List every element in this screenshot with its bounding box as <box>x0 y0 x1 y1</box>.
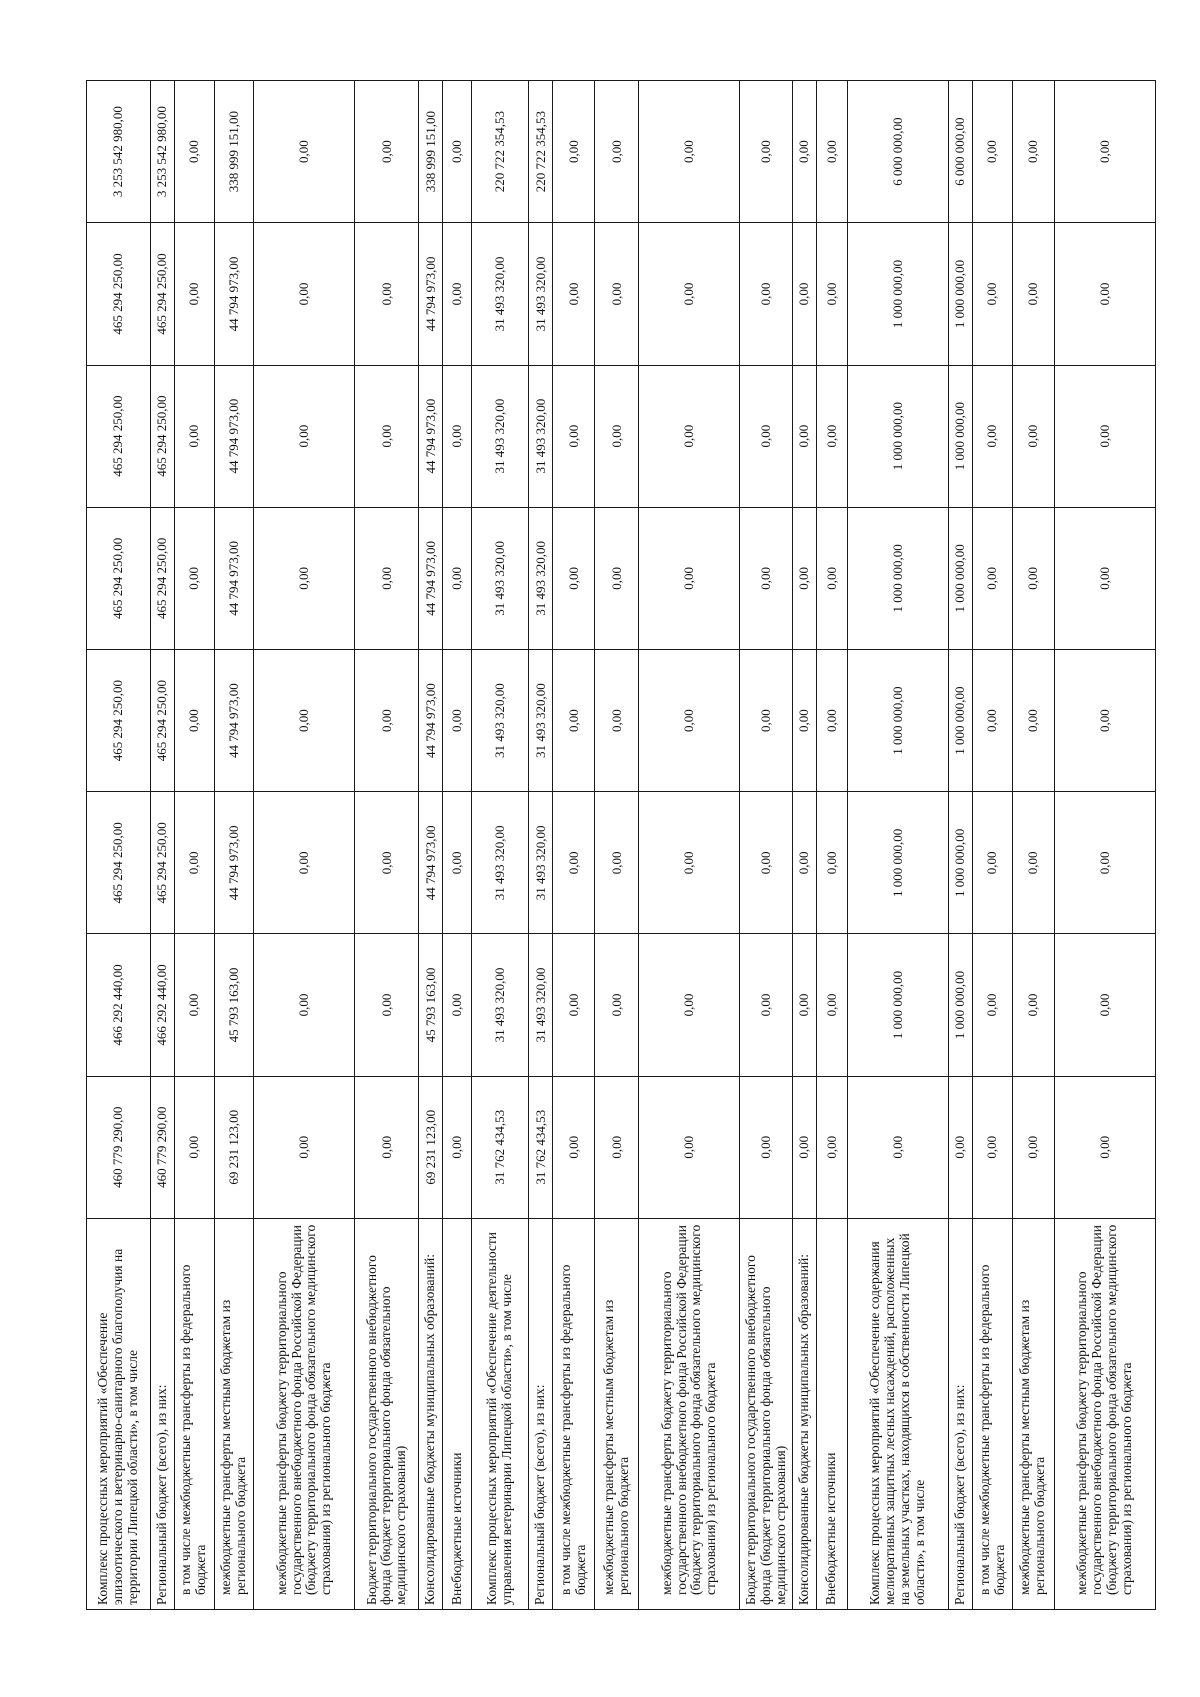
value-cell: 0,00 <box>816 365 847 507</box>
value-cell: 220 722 354,53 <box>529 81 553 223</box>
table-row <box>792 81 816 1610</box>
value-cell: 0,00 <box>792 650 816 792</box>
value-cell: 0,00 <box>553 934 595 1076</box>
value-cell: 0,00 <box>355 365 419 507</box>
row-label: Комплекс процессных мероприятий «Обеспечение содержания мелиоративных защитных лесных насаждений, расположенных на земельных участках, находящихся в собственности Липецкой области», в том числе <box>847 1218 948 1609</box>
value-cell: 3 253 542 980,00 <box>150 81 174 223</box>
table-row <box>150 81 174 1610</box>
rotated-page <box>86 80 1156 1610</box>
value-cell: 0,00 <box>443 650 472 792</box>
value-cell: 466 292 440,00 <box>150 934 174 1076</box>
value-cell: 0,00 <box>816 223 847 365</box>
value-cell: 1 000 000,00 <box>949 792 973 934</box>
value-cell: 0,00 <box>595 792 639 934</box>
value-cell: 0,00 <box>595 81 639 223</box>
row-label: Консолидированные бюджеты муниципальных образований: <box>792 1218 816 1609</box>
value-cell: 0,00 <box>740 223 792 365</box>
value-cell: 466 292 440,00 <box>87 934 151 1076</box>
row-label: в том числе межбюджетные трансферты из федерального бюджета <box>973 1218 1013 1609</box>
value-cell: 0,00 <box>639 507 740 649</box>
table-row <box>443 81 472 1610</box>
value-cell: 0,00 <box>1012 1076 1054 1218</box>
value-cell: 0,00 <box>847 1076 948 1218</box>
row-label: Консолидированные бюджеты муниципальных образований: <box>419 1218 443 1609</box>
value-cell: 338 999 151,00 <box>419 81 443 223</box>
table-row <box>595 81 639 1610</box>
row-label: Бюджет территориального государственного внебюджетного фонда (бюджет территориального фонда обязательного медицинского страхования) <box>355 1218 419 1609</box>
value-cell: 465 294 250,00 <box>150 792 174 934</box>
value-cell: 3 253 542 980,00 <box>87 81 151 223</box>
value-cell: 465 294 250,00 <box>87 223 151 365</box>
value-cell: 44 794 973,00 <box>214 792 254 934</box>
value-cell: 0,00 <box>553 223 595 365</box>
value-cell: 0,00 <box>175 81 215 223</box>
value-cell: 0,00 <box>740 365 792 507</box>
table-row <box>847 81 948 1610</box>
table-row <box>175 81 215 1610</box>
value-cell: 45 793 163,00 <box>419 934 443 1076</box>
value-cell: 0,00 <box>553 650 595 792</box>
value-cell: 0,00 <box>740 934 792 1076</box>
value-cell: 0,00 <box>740 1076 792 1218</box>
value-cell: 0,00 <box>973 365 1013 507</box>
value-cell: 1 000 000,00 <box>949 934 973 1076</box>
row-label: межбюджетные трансферты бюджету территориального государственного внебюджетного фонда Российской Федерации (бюджету территориального фонда обязательного медицинского страхования) из регионального бюджета <box>254 1218 355 1609</box>
value-cell: 0,00 <box>740 507 792 649</box>
value-cell: 31 493 320,00 <box>529 934 553 1076</box>
value-cell: 0,00 <box>1012 650 1054 792</box>
row-label: в том числе межбюджетные трансферты из федерального бюджета <box>553 1218 595 1609</box>
value-cell: 0,00 <box>1054 365 1155 507</box>
row-label: Региональный бюджет (всего), из них: <box>529 1218 553 1609</box>
value-cell: 0,00 <box>443 1076 472 1218</box>
table-row <box>419 81 443 1610</box>
value-cell: 0,00 <box>355 223 419 365</box>
value-cell: 44 794 973,00 <box>419 507 443 649</box>
row-label: Комплекс процессных мероприятий «Обеспечение деятельности управления ветеринарии Липецкой области», в том числе <box>472 1218 529 1609</box>
value-cell: 0,00 <box>355 1076 419 1218</box>
value-cell: 0,00 <box>639 81 740 223</box>
value-cell: 0,00 <box>1054 223 1155 365</box>
value-cell: 0,00 <box>792 223 816 365</box>
value-cell: 0,00 <box>792 81 816 223</box>
value-cell: 0,00 <box>973 81 1013 223</box>
table-row <box>529 81 553 1610</box>
value-cell: 0,00 <box>792 934 816 1076</box>
value-cell: 0,00 <box>816 1076 847 1218</box>
value-cell: 0,00 <box>443 507 472 649</box>
row-label: в том числе межбюджетные трансферты из федерального бюджета <box>175 1218 215 1609</box>
value-cell: 0,00 <box>816 934 847 1076</box>
value-cell: 0,00 <box>973 223 1013 365</box>
row-label: межбюджетные трансферты бюджету территориального государственного внебюджетного фонда Российской Федерации (бюджету территориального фонда обязательного медицинского страхования) из регионального бюджета <box>1054 1218 1155 1609</box>
value-cell: 0,00 <box>639 934 740 1076</box>
table-row <box>214 81 254 1610</box>
table-row <box>472 81 529 1610</box>
table-row <box>816 81 847 1610</box>
value-cell: 0,00 <box>639 1076 740 1218</box>
value-cell: 0,00 <box>553 81 595 223</box>
value-cell: 0,00 <box>639 223 740 365</box>
value-cell: 0,00 <box>1054 1076 1155 1218</box>
table-row <box>553 81 595 1610</box>
table-row <box>1054 81 1155 1610</box>
value-cell: 0,00 <box>595 1076 639 1218</box>
value-cell: 0,00 <box>1054 934 1155 1076</box>
value-cell: 0,00 <box>1054 792 1155 934</box>
value-cell: 0,00 <box>355 650 419 792</box>
value-cell: 0,00 <box>792 365 816 507</box>
value-cell: 6 000 000,00 <box>847 81 948 223</box>
value-cell: 338 999 151,00 <box>214 81 254 223</box>
value-cell: 0,00 <box>816 792 847 934</box>
table-row <box>87 81 151 1610</box>
value-cell: 31 762 434,53 <box>472 1076 529 1218</box>
value-cell: 220 722 354,53 <box>472 81 529 223</box>
row-label: межбюджетные трансферты местным бюджетам из регионального бюджета <box>214 1218 254 1609</box>
value-cell: 0,00 <box>254 365 355 507</box>
value-cell: 1 000 000,00 <box>847 223 948 365</box>
row-label: Бюджет территориального государственного внебюджетного фонда (бюджет территориального фонда обязательного медицинского страхования) <box>740 1218 792 1609</box>
value-cell: 0,00 <box>595 934 639 1076</box>
row-label: Внебюджетные источники <box>816 1218 847 1609</box>
value-cell: 0,00 <box>553 1076 595 1218</box>
row-label: Комплекс процессных мероприятий «Обеспечение эпизоотического и ветеринарно-санитарного благополучия на территории Липецкой области», в том числе <box>87 1218 151 1609</box>
value-cell: 0,00 <box>740 792 792 934</box>
value-cell: 31 493 320,00 <box>529 792 553 934</box>
table-row <box>973 81 1013 1610</box>
value-cell: 0,00 <box>175 1076 215 1218</box>
value-cell: 0,00 <box>175 650 215 792</box>
value-cell: 0,00 <box>355 792 419 934</box>
value-cell: 0,00 <box>254 1076 355 1218</box>
value-cell: 465 294 250,00 <box>87 792 151 934</box>
value-cell: 1 000 000,00 <box>949 507 973 649</box>
value-cell: 44 794 973,00 <box>214 507 254 649</box>
table-row <box>639 81 740 1610</box>
value-cell: 0,00 <box>1012 81 1054 223</box>
value-cell: 465 294 250,00 <box>87 365 151 507</box>
value-cell: 0,00 <box>792 507 816 649</box>
value-cell: 31 493 320,00 <box>472 365 529 507</box>
value-cell: 0,00 <box>949 1076 973 1218</box>
row-label: Внебюджетные источники <box>443 1218 472 1609</box>
value-cell: 0,00 <box>553 792 595 934</box>
value-cell: 0,00 <box>973 792 1013 934</box>
value-cell: 0,00 <box>254 792 355 934</box>
value-cell: 69 231 123,00 <box>419 1076 443 1218</box>
value-cell: 31 493 320,00 <box>472 792 529 934</box>
value-cell: 44 794 973,00 <box>419 792 443 934</box>
value-cell: 0,00 <box>175 934 215 1076</box>
value-cell: 31 762 434,53 <box>529 1076 553 1218</box>
value-cell: 0,00 <box>355 934 419 1076</box>
value-cell: 0,00 <box>254 934 355 1076</box>
value-cell: 0,00 <box>973 934 1013 1076</box>
value-cell: 0,00 <box>1012 934 1054 1076</box>
value-cell: 460 779 290,00 <box>87 1076 151 1218</box>
row-label: межбюджетные трансферты местным бюджетам из регионального бюджета <box>595 1218 639 1609</box>
value-cell: 1 000 000,00 <box>847 507 948 649</box>
value-cell: 0,00 <box>175 365 215 507</box>
value-cell: 0,00 <box>1054 650 1155 792</box>
value-cell: 0,00 <box>792 1076 816 1218</box>
value-cell: 0,00 <box>1054 507 1155 649</box>
value-cell: 44 794 973,00 <box>419 650 443 792</box>
value-cell: 0,00 <box>792 792 816 934</box>
value-cell: 31 493 320,00 <box>529 365 553 507</box>
value-cell: 0,00 <box>254 507 355 649</box>
value-cell: 31 493 320,00 <box>472 507 529 649</box>
table-row <box>254 81 355 1610</box>
value-cell: 0,00 <box>443 365 472 507</box>
value-cell: 1 000 000,00 <box>847 934 948 1076</box>
value-cell: 465 294 250,00 <box>150 365 174 507</box>
value-cell: 6 000 000,00 <box>949 81 973 223</box>
value-cell: 0,00 <box>595 507 639 649</box>
value-cell: 45 793 163,00 <box>214 934 254 1076</box>
value-cell: 0,00 <box>355 507 419 649</box>
value-cell: 0,00 <box>973 507 1013 649</box>
value-cell: 1 000 000,00 <box>847 365 948 507</box>
value-cell: 0,00 <box>816 507 847 649</box>
value-cell: 0,00 <box>254 81 355 223</box>
value-cell: 0,00 <box>1012 507 1054 649</box>
value-cell: 0,00 <box>973 650 1013 792</box>
value-cell: 31 493 320,00 <box>529 223 553 365</box>
value-cell: 1 000 000,00 <box>949 223 973 365</box>
value-cell: 0,00 <box>553 507 595 649</box>
value-cell: 44 794 973,00 <box>214 223 254 365</box>
value-cell: 0,00 <box>443 223 472 365</box>
value-cell: 31 493 320,00 <box>472 934 529 1076</box>
value-cell: 0,00 <box>1012 223 1054 365</box>
value-cell: 69 231 123,00 <box>214 1076 254 1218</box>
value-cell: 0,00 <box>254 223 355 365</box>
value-cell: 0,00 <box>639 365 740 507</box>
value-cell: 1 000 000,00 <box>949 365 973 507</box>
value-cell: 0,00 <box>1012 792 1054 934</box>
value-cell: 44 794 973,00 <box>214 365 254 507</box>
value-cell: 31 493 320,00 <box>472 223 529 365</box>
value-cell: 0,00 <box>175 792 215 934</box>
value-cell: 0,00 <box>175 223 215 365</box>
value-cell: 0,00 <box>740 81 792 223</box>
value-cell: 465 294 250,00 <box>150 650 174 792</box>
value-cell: 0,00 <box>816 650 847 792</box>
value-cell: 465 294 250,00 <box>150 507 174 649</box>
row-label: Региональный бюджет (всего), из них: <box>949 1218 973 1609</box>
value-cell: 0,00 <box>639 792 740 934</box>
value-cell: 31 493 320,00 <box>529 507 553 649</box>
table-row <box>1012 81 1054 1610</box>
row-label: межбюджетные трансферты бюджету территориального государственного внебюджетного фонда Российской Федерации (бюджету территориального фонда обязательного медицинского страхования) из регионального бюджета <box>639 1218 740 1609</box>
row-label: Региональный бюджет (всего), из них: <box>150 1218 174 1609</box>
value-cell: 0,00 <box>973 1076 1013 1218</box>
table-row <box>740 81 792 1610</box>
value-cell: 0,00 <box>443 934 472 1076</box>
table-row <box>949 81 973 1610</box>
value-cell: 44 794 973,00 <box>214 650 254 792</box>
value-cell: 1 000 000,00 <box>847 792 948 934</box>
value-cell: 1 000 000,00 <box>949 650 973 792</box>
value-cell: 0,00 <box>639 650 740 792</box>
value-cell: 0,00 <box>443 81 472 223</box>
value-cell: 0,00 <box>740 650 792 792</box>
value-cell: 0,00 <box>254 650 355 792</box>
value-cell: 44 794 973,00 <box>419 223 443 365</box>
value-cell: 0,00 <box>595 650 639 792</box>
row-label: межбюджетные трансферты местным бюджетам из регионального бюджета <box>1012 1218 1054 1609</box>
value-cell: 0,00 <box>1054 81 1155 223</box>
value-cell: 1 000 000,00 <box>847 650 948 792</box>
table-row <box>355 81 419 1610</box>
value-cell: 465 294 250,00 <box>87 650 151 792</box>
value-cell: 44 794 973,00 <box>419 365 443 507</box>
value-cell: 465 294 250,00 <box>150 223 174 365</box>
budget-table <box>86 80 1156 1610</box>
value-cell: 0,00 <box>443 792 472 934</box>
value-cell: 31 493 320,00 <box>472 650 529 792</box>
value-cell: 31 493 320,00 <box>529 650 553 792</box>
value-cell: 0,00 <box>175 507 215 649</box>
value-cell: 0,00 <box>816 81 847 223</box>
value-cell: 0,00 <box>595 365 639 507</box>
value-cell: 0,00 <box>355 81 419 223</box>
value-cell: 465 294 250,00 <box>87 507 151 649</box>
value-cell: 0,00 <box>1012 365 1054 507</box>
value-cell: 0,00 <box>595 223 639 365</box>
value-cell: 460 779 290,00 <box>150 1076 174 1218</box>
value-cell: 0,00 <box>553 365 595 507</box>
